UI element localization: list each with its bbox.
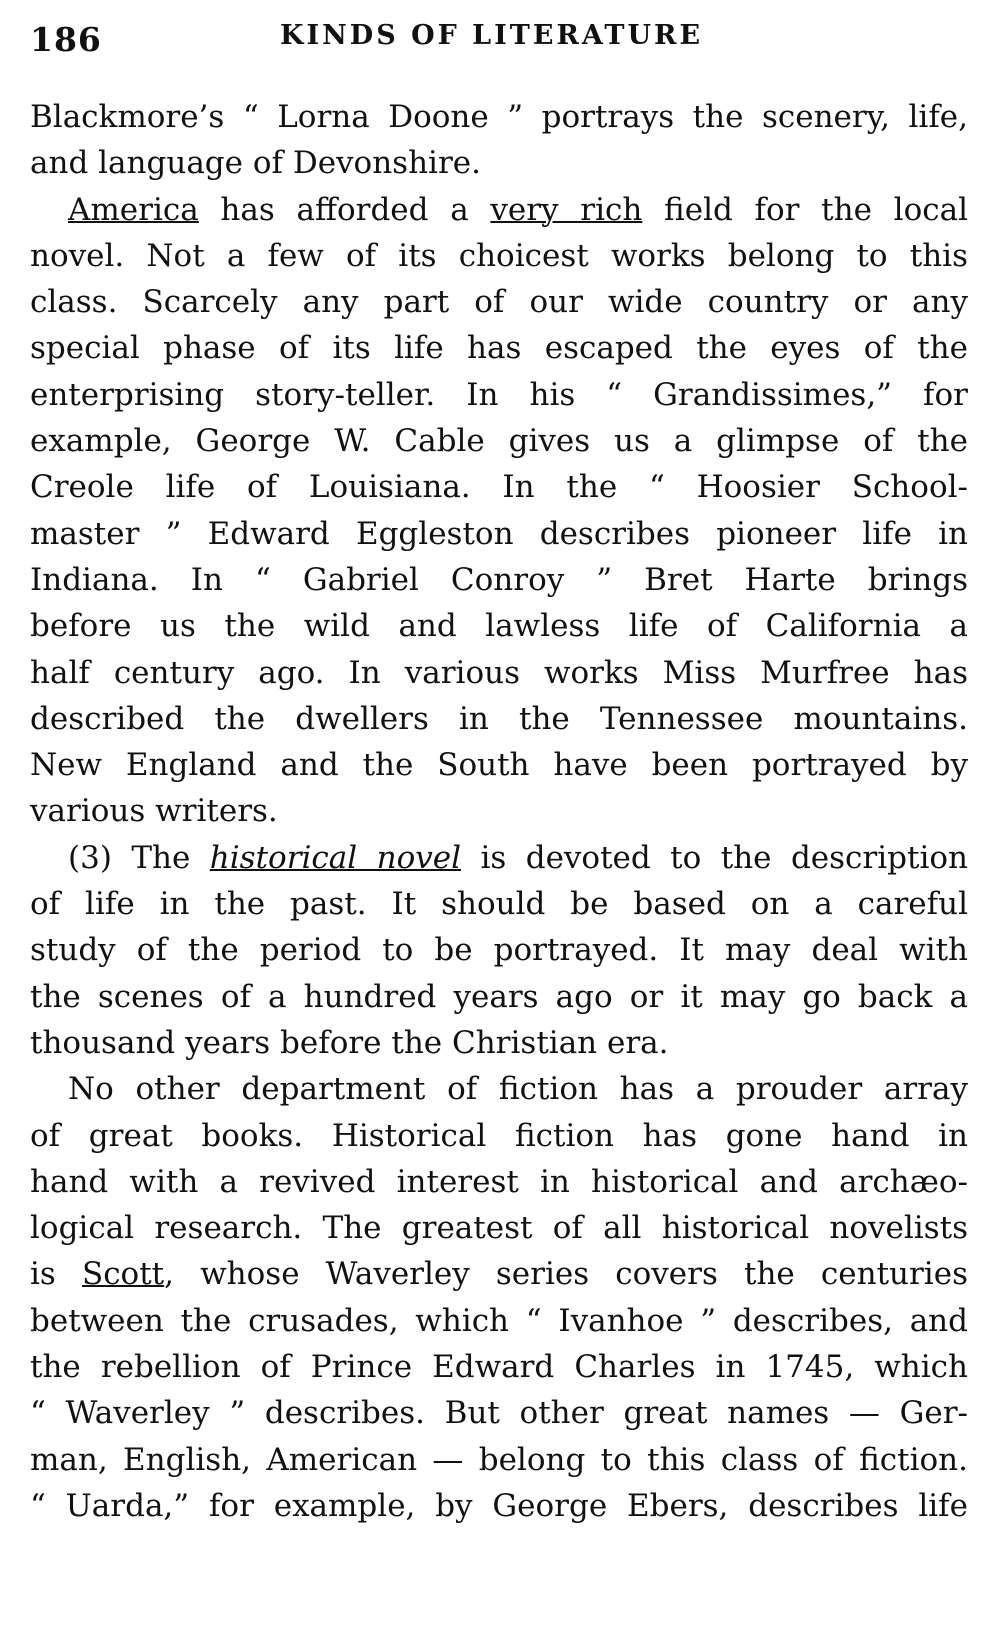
text-line: logical research. The greatest of all historical novelists xyxy=(30,1210,968,1247)
text-line: the scenes of a hundred years ago or it may go back a xyxy=(30,978,968,1015)
underlined-text: very rich xyxy=(490,191,643,228)
text-line: New England and the South have been portrayed by xyxy=(30,747,968,784)
text-line: example, George W. Cable gives us a glimpse of the xyxy=(30,423,968,460)
text-line: various writers. xyxy=(30,793,278,830)
text-line: Blackmore’s “ Lorna Doone ” portrays the scenery, life, xyxy=(30,99,968,135)
body-text xyxy=(30,94,968,1529)
text-line: “ Uarda,” for example, by George Ebers, describes life xyxy=(30,1487,968,1524)
text-line: half century ago. In various works Miss Murfree has xyxy=(30,654,968,691)
text-line: before us the wild and lawless life of California a xyxy=(30,608,968,645)
text-line: America has afforded a very rich field for the local xyxy=(68,191,968,228)
text-line: and language of Devonshire. xyxy=(30,145,481,182)
text-line: of life in the past. It should be based on a careful xyxy=(30,886,968,923)
text-line: described the dwellers in the Tennessee mountains. xyxy=(30,700,968,737)
text-line: No other department of fiction has a prouder array xyxy=(68,1071,968,1108)
text-line: “ Waverley ” describes. But other great names — Ger- xyxy=(30,1395,968,1432)
page-header xyxy=(30,14,970,62)
text-line: Indiana. In “ Gabriel Conroy ” Bret Harte brings xyxy=(30,561,968,598)
text-line: (3) The historical novel is devoted to the description xyxy=(68,839,968,876)
running-head: KINDS OF LITERATURE xyxy=(280,20,704,51)
book-page xyxy=(30,0,970,1632)
text-line: the rebellion of Prince Edward Charles in 1745, which xyxy=(30,1349,968,1386)
italic-underlined-text: historical novel xyxy=(209,839,462,876)
text-line: study of the period to be portrayed. It may deal with xyxy=(30,932,968,969)
underlined-text: Scott xyxy=(81,1256,165,1293)
text-line: man, English, American — belong to this class of fiction. xyxy=(30,1441,968,1478)
text-line: master ” Edward Eggleston describes pioneer life in xyxy=(30,515,968,552)
text-line: of great books. Historical fiction has gone hand in xyxy=(30,1117,968,1154)
text-line: is Scott, whose Waverley series covers the centuries xyxy=(30,1256,968,1293)
text-line: novel. Not a few of its choicest works belong to this xyxy=(30,237,968,274)
page-number: 186 xyxy=(30,20,102,59)
text-line: Creole life of Louisiana. In the “ Hoosier School- xyxy=(30,469,968,506)
text-line: class. Scarcely any part of our wide country or any xyxy=(30,284,968,321)
underlined-text: America xyxy=(68,191,199,228)
text-line: special phase of its life has escaped the eyes of the xyxy=(30,330,968,367)
text-line: thousand years before the Christian era. xyxy=(30,1024,669,1061)
text-line: hand with a revived interest in historical and archæo- xyxy=(30,1163,968,1200)
text-line: between the crusades, which “ Ivanhoe ” describes, and xyxy=(30,1302,968,1339)
text-line: enterprising story-teller. In his “ Grandissimes,” for xyxy=(30,376,968,413)
